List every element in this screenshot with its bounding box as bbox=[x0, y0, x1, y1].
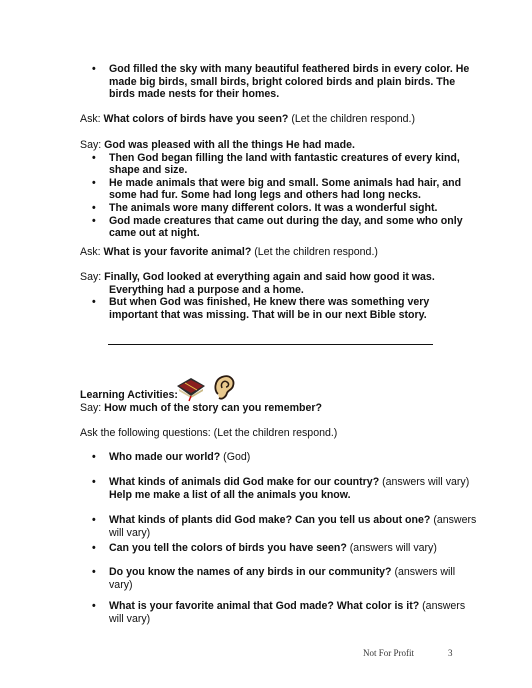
book-icon bbox=[176, 372, 214, 402]
list-item: • What is your favorite animal that God made? What color is it? (answers will vary) bbox=[80, 600, 480, 625]
question-list bbox=[80, 451, 480, 464]
ear-icon bbox=[210, 372, 238, 402]
list-item: • Do you know the names of any birds in our community? (answers will vary) bbox=[80, 566, 480, 591]
page-footer bbox=[0, 647, 532, 661]
learning-activities-heading: Learning Activities: bbox=[80, 372, 380, 402]
list-item: • What kinds of animals did God make for our country? (answers will vary) Help me make a list of all the animals you know. bbox=[80, 476, 480, 501]
list-item: • What kinds of plants did God make? Can you tell us about one? (answers will vary) bbox=[80, 514, 480, 539]
ask-favorite-animal: Ask: What is your favorite animal? (Let the children respond.) bbox=[80, 246, 378, 258]
say-remember: Say: How much of the story can you remember? bbox=[80, 402, 322, 414]
question-list-3 bbox=[80, 514, 480, 539]
list-item: • But when God was finished, He knew there was something very important that was missing. That will be in our next Bible story. bbox=[80, 296, 480, 321]
page-number: 3 bbox=[448, 648, 453, 658]
divider bbox=[108, 344, 433, 345]
say-finally: Say: Finally, God looked at everything again and said how good it was. Everything had a purpose and a home. • But when God was finished, He knew there was something very important that was missing. That will be in our next Bible story. bbox=[80, 271, 480, 321]
list-item: • He made animals that were big and small. Some animals had hair, and some had fur. Some had long legs and others had long necks. bbox=[80, 177, 480, 202]
question-list-2 bbox=[80, 476, 480, 501]
list-item: • God made creatures that came out during the day, and some who only came out at night. bbox=[80, 215, 480, 240]
list-item: • Then God began filling the land with fantastic creatures of every kind, shape and size. bbox=[80, 152, 480, 177]
list-item: • Can you tell the colors of birds you have seen? (answers will vary) bbox=[80, 542, 480, 555]
question-list-4 bbox=[80, 542, 480, 555]
question-list-6 bbox=[80, 600, 480, 625]
questions-intro: Ask the following questions: (Let the children respond.) bbox=[80, 427, 338, 439]
list-item: • God filled the sky with many beautiful feathered birds in every color. He made big birds, small birds, bright colored birds and plain birds. The birds made nests for their homes. bbox=[80, 63, 480, 101]
question-list-5 bbox=[80, 566, 480, 591]
list-item: • The animals wore many different colors. It was a wonderful sight. bbox=[80, 202, 480, 215]
say-god-was-pleased: Say: God was pleased with all the things He had made. • Then God began filling the land with fantastic creatures of every kind, shape and size. • He made animals that were big and small. Some animals had hair, and some had fur. Some had long legs and others had long necks. • The animals wore many different colors. It was a wonderful sight. • God made creatures that came out during the day, and some who only came out at night. bbox=[80, 139, 480, 240]
list-item: • Who made our world? (God) bbox=[80, 451, 480, 464]
top-bullet-list bbox=[80, 63, 480, 101]
footer-text: Not For Profit bbox=[363, 648, 415, 658]
ask-colors-of-birds: Ask: What colors of birds have you seen? (Let the children respond.) bbox=[80, 113, 415, 125]
